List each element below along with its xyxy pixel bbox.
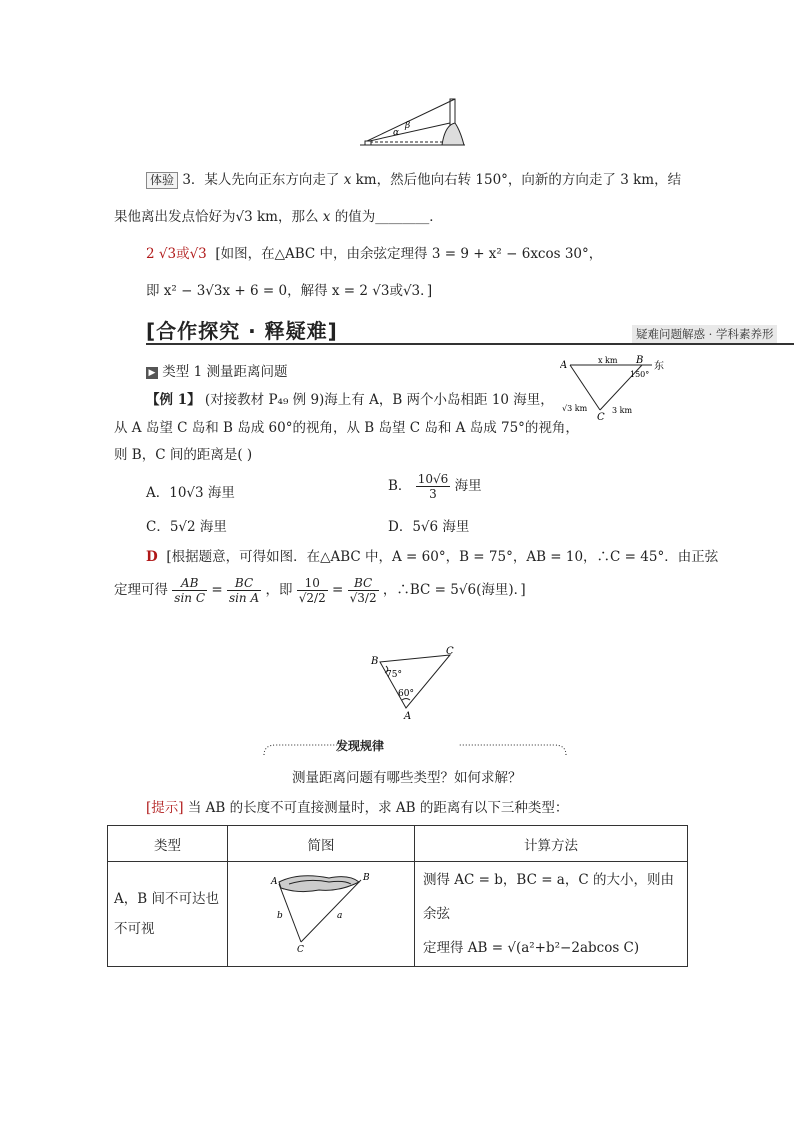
experience-3-line1 <box>146 168 681 189</box>
discover-question: 测量距离问题有哪些类型？如何求解？ <box>292 770 522 786</box>
tri-angle-75: 75° <box>386 670 402 680</box>
table-header-type: 类型 <box>108 826 228 862</box>
section-rule <box>146 343 794 345</box>
tri-angle-60: 60° <box>398 689 414 699</box>
solution1-mid: ，即 <box>265 582 293 598</box>
row1-fig-a: a <box>337 911 343 921</box>
frac4-num: BC <box>348 576 379 591</box>
experience-text-1b: km，然后他向右转 150°，向新的方向走了 3 km，结 <box>351 172 682 188</box>
solution1-line2: 定理可得 $\frac{AB}{\text{sin C}}$ = $\frac{BC}{\text{sin A}}$ ，即 $\frac{10}{√2/2}$ = $\frac{BC}{√3/2}$ ，∴BC = 5√6(海里)．] <box>114 576 526 605</box>
small-fig-A: A <box>560 360 568 371</box>
experience-3-line2 <box>114 205 443 225</box>
small-fig-3km: 3 km <box>612 406 633 415</box>
option-D: D．5√6 海里 <box>388 519 470 535</box>
experience-text-1a: 3．某人先向正东方向走了 <box>182 172 344 188</box>
type1-title: 类型 1 测量距离问题 <box>162 364 288 380</box>
experience-3-solution-line2: 即 x² − 3√3x + 6 = 0，解得 x = 2 √3或√3．] <box>146 283 433 299</box>
row1-figure <box>229 870 413 954</box>
types-table <box>107 825 688 967</box>
example1-label: 【例 1】 <box>146 392 201 408</box>
tri-C: C <box>446 646 454 657</box>
fig-label-alpha: α <box>393 128 400 138</box>
experience-answer: 2 √3或√3 <box>146 246 207 262</box>
experience-var-x2: x <box>322 209 331 225</box>
experience-text-2c: 的值为________． <box>330 209 443 225</box>
row1-type-line2: 不可视 <box>114 921 155 937</box>
frac1-num: AB <box>172 576 207 591</box>
tri-A: A <box>404 711 412 722</box>
frac3-num: 10 <box>297 576 328 591</box>
fraction-10-root2 <box>297 576 328 605</box>
row1-fig-b: b <box>277 911 283 921</box>
example1-line3: 则 B，C 间的距离是( ) <box>114 447 253 463</box>
type1-heading <box>146 360 287 380</box>
row1-type-line1: A，B 间不可达也 <box>114 891 219 907</box>
frac2-num: BC <box>227 576 261 591</box>
experience-text-2a: 果他离出发点恰好为 <box>114 209 236 225</box>
solution1-triangle-figure <box>368 646 458 722</box>
experience-text-2b: km，那么 <box>252 209 323 225</box>
section-title: [合作探究 · 释疑难] <box>146 319 338 343</box>
solution1-answer: D <box>146 549 158 565</box>
option-A: A．10√3 海里 <box>146 485 235 501</box>
example1-text-1: (对接教材 P₄₉ 例 9)海上有 A，B 两个小岛相距 10 海里， <box>204 392 554 408</box>
solution1-line1 <box>146 545 718 565</box>
fraction-bc-sina <box>227 576 261 605</box>
top-figure-angle-diagram <box>360 95 465 151</box>
row1-method-line2: 定理得 AB = √(a²+b²−2abcos C) <box>423 940 640 956</box>
option-B-prefix: B． <box>388 478 412 494</box>
option-C: C．5√2 海里 <box>146 519 227 535</box>
frac3-den: √2/2 <box>298 591 326 605</box>
row1-fig-C: C <box>297 945 304 954</box>
experience-root3: √3 <box>235 209 253 225</box>
frac4-den: √3/2 <box>349 591 377 605</box>
discover-header: 发现规律 <box>336 739 385 753</box>
option-B-fraction <box>416 472 451 501</box>
option-B-suffix: 海里 <box>454 478 482 494</box>
row1-fig-B: B <box>363 873 370 883</box>
table-row <box>108 862 688 967</box>
row1-method-line1: 测得 AC = b，BC = a，C 的大小，则由余弦 <box>423 872 674 922</box>
solution1-text-1: [根据题意，可得如图．在△ABC 中，A = 60°，B = 75°，AB = 10，∴C = 45°．由正弦 <box>166 549 719 565</box>
frac1-den: sin C <box>174 591 206 605</box>
example1-small-figure <box>560 355 670 421</box>
hint-line <box>146 796 568 816</box>
experience-3-solution-line1 <box>146 242 602 262</box>
solution1-eq: = <box>211 582 223 598</box>
solution1-pre: 定理可得 <box>114 582 168 598</box>
table-header-figure: 简图 <box>228 826 415 862</box>
fraction-ab-sinc <box>172 576 207 605</box>
small-fig-B: B <box>636 355 644 366</box>
row1-fig-A: A <box>271 877 278 887</box>
table-header-method: 计算方法 <box>415 826 688 862</box>
discover-frame <box>262 737 568 757</box>
small-fig-angle: 150° <box>630 370 650 379</box>
option-B-den: 3 <box>429 487 437 501</box>
small-fig-C: C <box>597 412 605 421</box>
hint-label: [提示] <box>146 800 184 816</box>
example1-line1 <box>146 388 554 408</box>
solution1-post: ，∴BC = 5√6(海里)．] <box>382 582 526 598</box>
frac2-den: sin A <box>228 591 260 605</box>
fig-label-beta: β <box>405 121 411 131</box>
option-B-num: 10√6 <box>417 472 449 486</box>
play-icon: ▶ <box>146 367 158 379</box>
experience-solution-1: [如图，在△ABC 中，由余弦定理得 3 = 9 + x² − 6xcos 30°， <box>215 246 603 262</box>
option-B <box>388 472 482 501</box>
tri-B: B <box>371 656 379 667</box>
hint-text: 当 AB 的长度不可直接测量时，求 AB 的距离有以下三种类型： <box>187 800 569 816</box>
small-fig-xkm: x km <box>598 356 618 365</box>
small-fig-east: 东 <box>654 361 664 372</box>
experience-var-x1: x <box>343 172 352 188</box>
experience-tag: 体验 <box>146 172 178 189</box>
section-label: 疑难问题解惑 · 学科素养形 <box>632 325 777 343</box>
small-fig-r3km: √3 km <box>562 404 588 413</box>
fraction-bc-root3 <box>348 576 379 605</box>
example1-line2: 从 A 岛望 C 岛和 B 岛成 60°的视角，从 B 岛望 C 岛和 A 岛成 75°的视角， <box>114 420 579 436</box>
